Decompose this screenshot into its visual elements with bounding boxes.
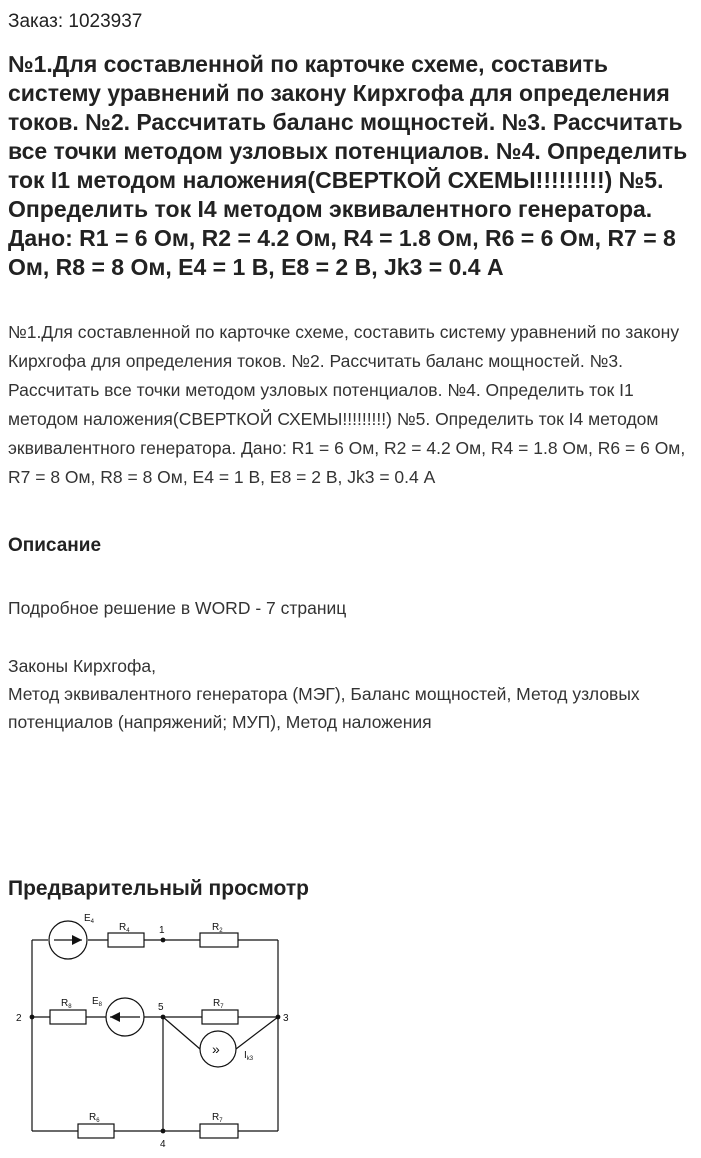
node-label: 4 (160, 1139, 166, 1150)
description-heading: Описание (8, 535, 102, 556)
node-label: 1 (159, 925, 165, 936)
solution-note: Подробное решение в WORD - 7 страниц (8, 598, 347, 618)
circuit-diagram (0, 905, 320, 1158)
node-label: 3 (283, 1013, 289, 1024)
node-dot (161, 938, 166, 943)
resistor-r4 (108, 933, 144, 947)
label-r8: $R_8$ (61, 998, 72, 1010)
node-dot (276, 1015, 281, 1020)
circuit-preview (0, 905, 320, 1158)
label-r7-top: $R_7$ (213, 998, 224, 1010)
page-title: №1.Для составленной по карточке схеме, составить систему уравнений по закону Кирхгофа для определения токов. №2. Рассчитать баланс мощностей. №3. Рассчитать все точки методом узловых потенциалов. №4. Определить ток I1 методом наложения(СВЕРТКОЙ СХЕМЫ!!!!!!!!!) №5. Определить ток I4 методом эквивалентного генератора. Дано: R1 = 6 Ом, R2 = 4.2 Ом, R4 = 1.8 Ом, R6 = 6 Ом, R7 = 8 Ом, R8 = 8 Ом, E4 = 1 В, E8 = 2 В, Jk3 = 0.4 А (8, 51, 688, 280)
preview-heading: Предварительный просмотр (8, 877, 309, 900)
node-label: 5 (158, 1002, 164, 1013)
node-dot (161, 1129, 166, 1134)
label-r4: $R_4$ (119, 922, 130, 934)
label-r6: $R_6$ (89, 1112, 100, 1124)
label-r2: $R_2$ (212, 922, 223, 934)
resistor-r6 (78, 1124, 114, 1138)
wire (236, 1017, 278, 1049)
topics-line-2: Метод эквивалентного генератора (МЭГ), Баланс мощностей, Метод узловых потенциалов (напряжений; МУП), Метод наложения (8, 684, 640, 732)
label-r7-bottom: $R_7$ (212, 1112, 223, 1124)
node-dot (30, 1015, 35, 1020)
resistor-r2 (200, 933, 238, 947)
current-source-arrow-icon: » (212, 1041, 220, 1057)
wire (163, 1017, 200, 1049)
topics-line-1: Законы Кирхгофа, (8, 656, 156, 676)
node-label: 2 (16, 1013, 22, 1024)
task-summary: №1.Для составленной по карточке схеме, составить систему уравнений по закону Кирхгофа для определения токов. №2. Рассчитать баланс мощностей. №3. Рассчитать все точки методом узловых потенциалов. №4. Определить ток I1 методом наложения(СВЕРТКОЙ СХЕМЫ!!!!!!!!!) №5. Определить ток I4 методом эквивалентного генератора. Дано: R1 = 6 Ом, R2 = 4.2 Ом, R4 = 1.8 Ом, R6 = 6 Ом, R7 = 8 Ом, R8 = 8 Ом, E4 = 1 В, E8 = 2 В, Jk3 = 0.4 А (8, 322, 686, 487)
resistor-r7-bottom (200, 1124, 238, 1138)
label-e4: $E_4$ (84, 913, 95, 925)
resistor-r8 (50, 1010, 86, 1024)
label-e8: $E_8$ (92, 996, 103, 1008)
arrow-icon (72, 935, 82, 945)
node-dot (161, 1015, 166, 1020)
order-number: Заказ: 1023937 (8, 11, 143, 32)
resistor-r7-top (202, 1010, 238, 1024)
arrow-icon (110, 1012, 120, 1022)
label-jk3: $I_{k3}$ (244, 1050, 254, 1062)
